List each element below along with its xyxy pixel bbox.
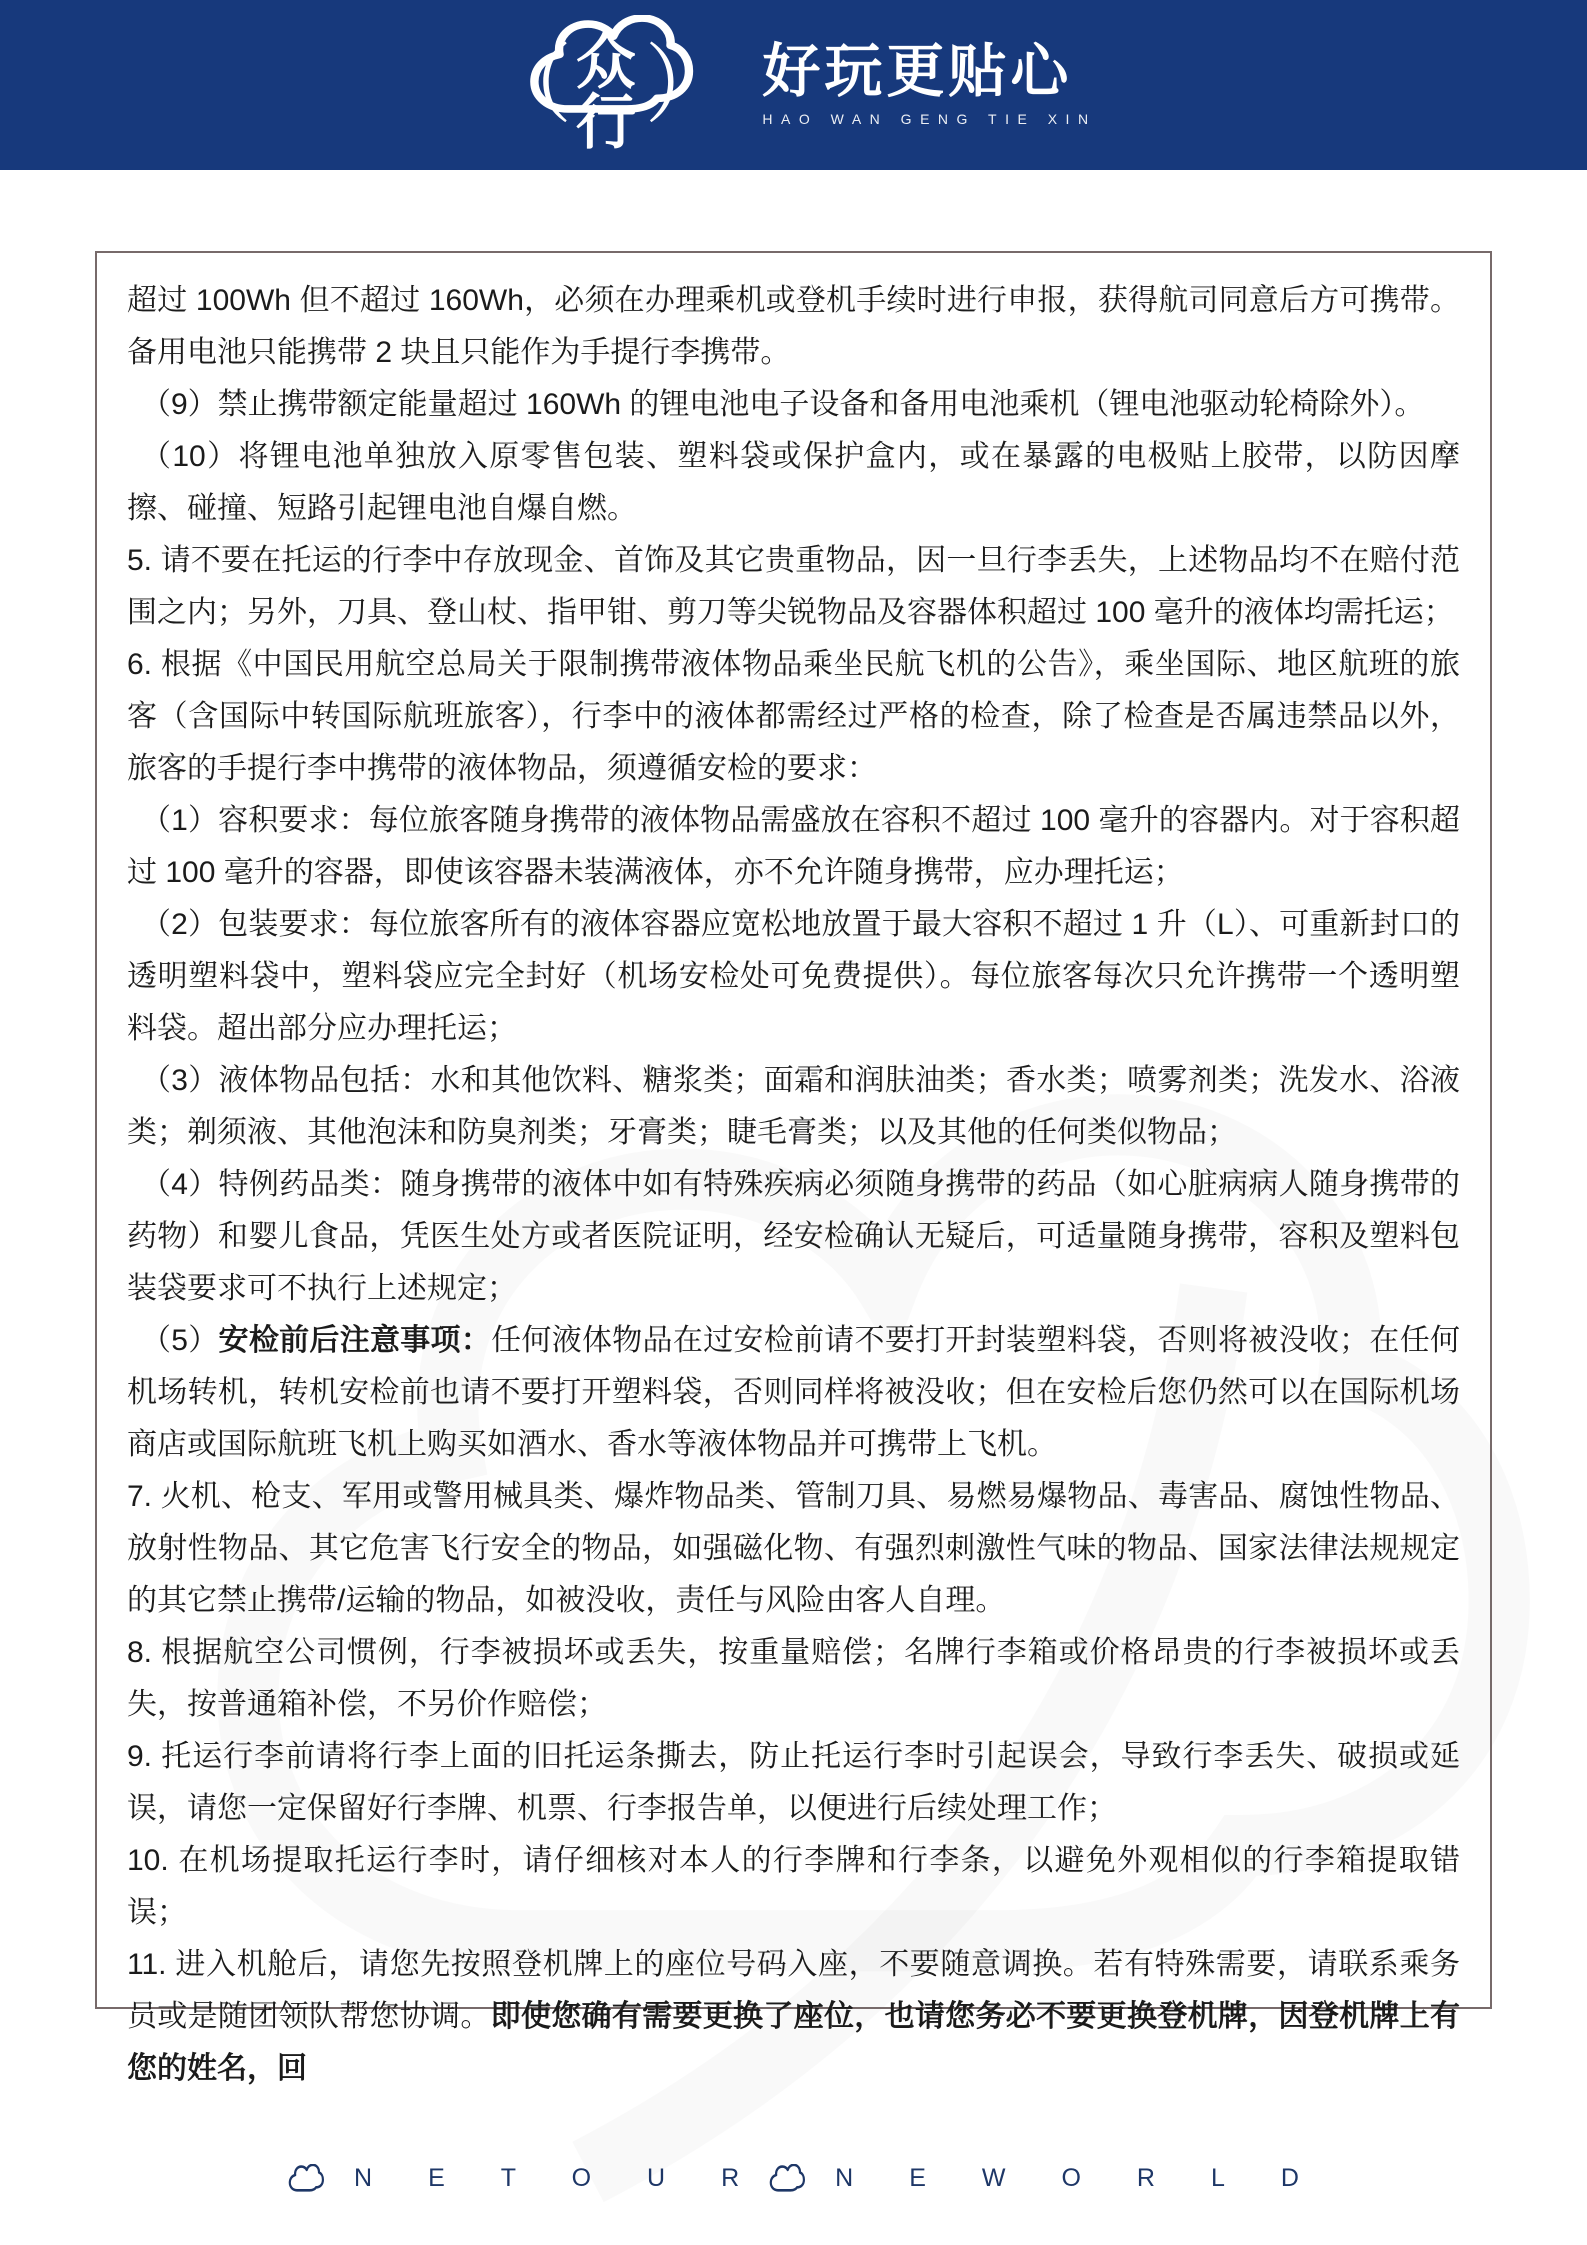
footer-brand-netour: NETOUR	[354, 2163, 796, 2192]
policy-paragraph	[127, 379, 1460, 431]
brand-tagline	[762, 39, 1097, 127]
policy-paragraph	[127, 1731, 1460, 1835]
text-run: 5. 请不要在托运的行李中存放现金、首饰及其它贵重物品，因一旦行李丢失，上述物品均不在赔付范围之内；另外，刀具、登山杖、指甲钳、剪刀等尖锐物品及容器体积超过 100 毫升的液体均需托运；	[127, 544, 1460, 629]
footer-brand	[0, 2148, 1587, 2208]
text-run: 7. 火机、枪支、军用或警用械具类、爆炸物品类、管制刀具、易燃易爆物品、毒害品、腐蚀性物品、放射性物品、其它危害飞行安全的物品，如强磁化物、有强烈刺激性气味的物品、国家法律法规规定的其它禁止携带/运输的物品，如被没收，责任与风险由客人自理。	[127, 1480, 1460, 1617]
logo-wordmark: 众行	[575, 29, 641, 156]
logo-bracket-left-icon: （	[489, 37, 572, 134]
policy-paragraph	[127, 1471, 1460, 1627]
policy-paragraph	[127, 899, 1460, 1055]
policy-paragraphs	[127, 275, 1460, 2095]
text-run: （1）容积要求：每位旅客随身携带的液体物品需盛放在容积不超过 100 毫升的容器内。对于容积超过 100 毫升的容器，即使该容器未装满液体，亦不允许随身携带，应办理托运；	[127, 804, 1460, 889]
text-run: 11. 进入机舱后，请您先按照登机牌上的座位号码入座，不要随意调换。若有特殊需要，请联系乘务员或是随团领队帮您协调。	[127, 1948, 1460, 2033]
policy-paragraph	[127, 535, 1460, 639]
tagline-text: 好玩更贴心	[762, 39, 1073, 104]
logo-mark	[490, 15, 726, 155]
text-run: 任何液体物品在过安检前请不要打开封装塑料袋，否则将被没收；在任何机场转机，转机安检前也请不要打开塑料袋，否则同样将被没收；但在安检后您仍然可以在国际机场商店或国际航班飞机上购买如酒水、香水等液体物品并可携带上飞机。	[127, 1324, 1461, 1461]
policy-paragraph	[127, 639, 1460, 795]
text-run: （2）包装要求：每位旅客所有的液体容器应宽松地放置于最大容积不超过 1 升（L）、可重新封口的透明塑料袋中，塑料袋应完全封好（机场安检处可免费提供）。每位旅客每次只允许携带一个透明塑料袋。超出部分应办理托运；	[127, 908, 1460, 1045]
tagline-pinyin: HAO WAN GENG TIE XIN	[762, 111, 1097, 127]
policy-paragraph	[127, 1315, 1460, 1471]
text-run: 8. 根据航空公司惯例，行李被损坏或丢失，按重量赔偿；名牌行李箱或价格昂贵的行李被损坏或丢失，按普通箱补偿，不另价作赔偿；	[127, 1636, 1460, 1721]
footer-brand-neworld: NEWORLD	[835, 2163, 1355, 2192]
policy-paragraph	[127, 1159, 1460, 1315]
policy-paragraph	[127, 431, 1460, 535]
text-run: 9. 托运行李前请将行李上面的旧托运条撕去，防止托运行李时引起误会，导致行李丢失、破损或延误，请您一定保留好行李牌、机票、行李报告单，以便进行后续处理工作；	[127, 1740, 1460, 1825]
text-run: （5）	[141, 1324, 219, 1357]
policy-paragraph	[127, 1627, 1460, 1731]
text-run: 10. 在机场提取托运行李时，请仔细核对本人的行李牌和行李条，以避免外观相似的行李箱提取错误；	[127, 1844, 1460, 1929]
policy-paragraph	[127, 1939, 1460, 2095]
text-run: （3）液体物品包括：水和其他饮料、糖浆类；面霜和润肤油类；香水类；喷雾剂类；洗发水、浴液类；剃须液、其他泡沫和防臭剂类；牙膏类；睫毛膏类；以及其他的任何类似物品；	[127, 1064, 1460, 1149]
brand-logo	[490, 15, 1096, 155]
bold-text-run: 安检前后注意事项：	[218, 1324, 492, 1357]
policy-paragraph	[127, 1055, 1460, 1159]
cloud-icon	[288, 2164, 324, 2192]
text-run: （9）禁止携带额定能量超过 160Wh 的锂电池电子设备和备用电池乘机（锂电池驱动轮椅除外）。	[141, 388, 1425, 421]
policy-paragraph	[127, 275, 1460, 379]
text-run: （4）特例药品类：随身携带的液体中如有特殊疾病必须随身携带的药品（如心脏病病人随身携带的药物）和婴儿食品，凭医生处方或者医院证明，经安检确认无疑后，可适量随身携带，容积及塑料包装袋要求可不执行上述规定；	[127, 1168, 1460, 1305]
text-run: 6. 根据《中国民用航空总局关于限制携带液体物品乘坐民航飞机的公告》，乘坐国际、地区航班的旅客（含国际中转国际航班旅客），行李中的液体都需经过严格的检查，除了检查是否属违禁品以外，旅客的手提行李中携带的液体物品，须遵循安检的要求：	[127, 648, 1460, 785]
cloud-icon	[769, 2164, 805, 2192]
header-band	[0, 0, 1587, 170]
logo-bracket-right-icon: ）	[644, 37, 727, 134]
bold-text-run: 即使您确有需要更换了座位，也请您务必不要更换登机牌，因登机牌上有您的姓名，回	[127, 2000, 1461, 2085]
policy-text-box	[95, 251, 1492, 2085]
policy-paragraph	[127, 1835, 1460, 1939]
text-run: 超过 100Wh 但不超过 160Wh，必须在办理乘机或登机手续时进行申报，获得航司同意后方可携带。备用电池只能携带 2 块且只能作为手提行李携带。	[127, 284, 1460, 369]
policy-paragraph	[127, 795, 1460, 899]
text-run: （10）将锂电池单独放入原零售包装、塑料袋或保护盒内，或在暴露的电极贴上胶带，以防因摩擦、碰撞、短路引起锂电池自爆自燃。	[127, 440, 1460, 525]
logo-text-row	[489, 19, 727, 156]
